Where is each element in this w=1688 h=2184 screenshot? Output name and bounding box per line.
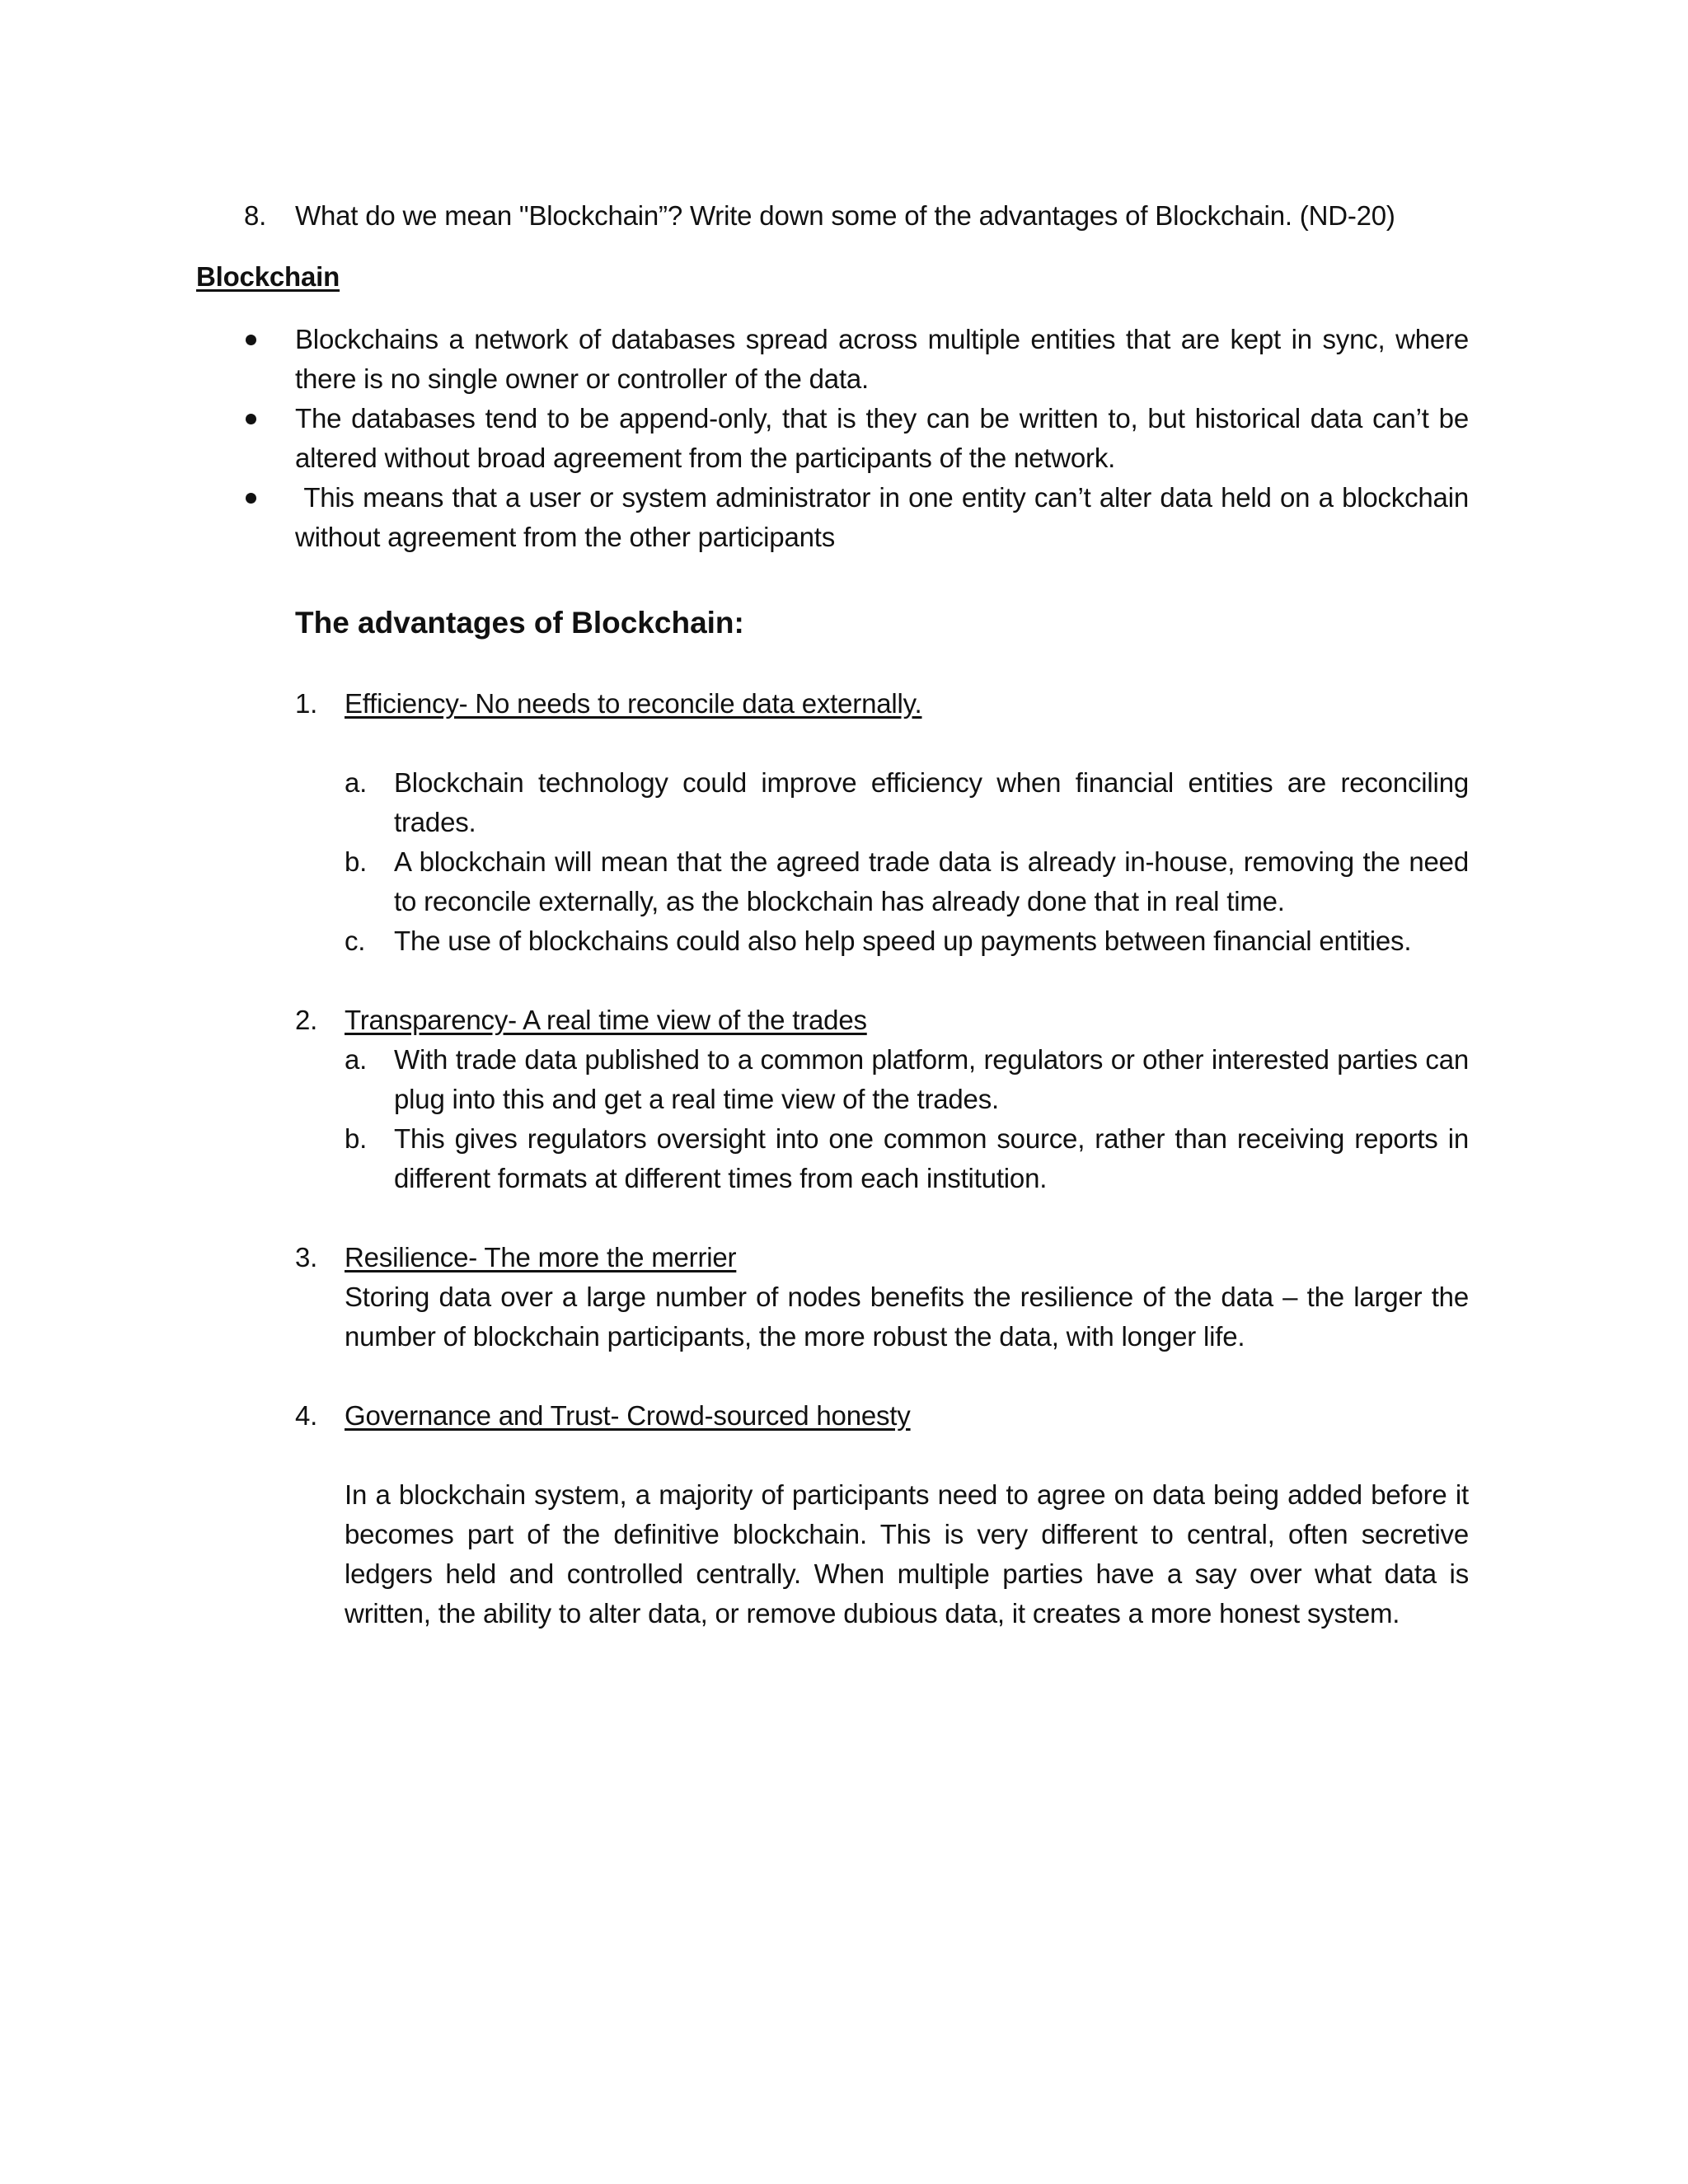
bullet-item [244, 320, 1469, 399]
point-text: This gives regulators oversight into one common source, rather than receiving reports in different formats at different times from each institution. [394, 1123, 1469, 1193]
point-letter: c. [345, 926, 366, 956]
advantage-number: 4. [295, 1400, 318, 1431]
advantage-number: 2. [295, 1005, 318, 1035]
advantage-resilience [295, 1238, 1469, 1357]
point-letter: b. [345, 846, 368, 877]
bullet-text: Blockchains a network of databases spread across multiple entities that are kept in sync, where there is no single owner or controller of the data. [295, 324, 1469, 394]
advantage-points [345, 1040, 1469, 1198]
advantage-points [345, 763, 1469, 961]
advantage-efficiency [295, 684, 1469, 961]
bullet-text: The databases tend to be append-only, that is they can be written to, but historical data can’t be altered without broad agreement from the participants of the network. [295, 403, 1469, 473]
advantage-title: Resilience- The more the merrier [345, 1242, 737, 1272]
bullet-dot-icon [246, 414, 256, 424]
advantage-governance [295, 1396, 1469, 1633]
bullet-item [244, 478, 1476, 557]
bullet-dot-icon [246, 335, 256, 345]
point-text: The use of blockchains could also help speed up payments between financial entities. [394, 926, 1412, 956]
advantage-title: Efficiency- No needs to reconcile data externally. [345, 688, 922, 719]
advantage-point [345, 842, 1469, 921]
advantage-paragraph: Storing data over a large number of nodes benefits the resilience of the data – the larger the number of blockchain participants, the more robust the data, with longer life. [345, 1282, 1469, 1352]
advantage-title: Transparency- A real time view of the trades [345, 1005, 867, 1035]
advantage-number: 3. [295, 1242, 318, 1272]
point-letter: a. [345, 1044, 368, 1075]
bullet-dot-icon [246, 493, 256, 504]
bullet-text: This means that a user or system administrator in one entity can’t alter data held on a blockchain without agreement from the other participants [295, 482, 1476, 552]
advantage-point [345, 921, 1469, 961]
advantage-title: Governance and Trust- Crowd-sourced honesty [345, 1400, 911, 1431]
blockchain-bullet-list [244, 320, 1476, 557]
advantage-point [345, 1119, 1469, 1198]
question-number: 8. [244, 200, 267, 231]
blockchain-heading: Blockchain [196, 261, 340, 292]
point-letter: b. [345, 1123, 368, 1154]
advantage-point [345, 763, 1469, 842]
advantage-number: 1. [295, 688, 318, 719]
advantage-transparency [295, 1001, 1469, 1198]
point-text: With trade data published to a common platform, regulators or other interested parties can plug into this and get a real time view of the trades. [394, 1044, 1469, 1114]
point-text: Blockchain technology could improve efficiency when financial entities are reconciling trades. [394, 767, 1469, 837]
bullet-item [244, 399, 1469, 478]
question-text: What do we mean "Blockchain”? Write down some of the advantages of Blockchain. (ND-20) [295, 200, 1395, 231]
advantage-point [345, 1040, 1469, 1119]
point-text: A blockchain will mean that the agreed trade data is already in-house, removing the need to reconcile externally, as the blockchain has already done that in real time. [394, 846, 1469, 916]
advantages-title: The advantages of Blockchain: [295, 606, 744, 640]
advantage-paragraph: In a blockchain system, a majority of participants need to agree on data being added before it becomes part of the definitive blockchain. This is very different to central, often secretive ledgers held and controlled centrally. When multiple parties have a say over what data is written, the ability to alter data, or remove dubious data, it creates a more honest system. [345, 1479, 1469, 1629]
point-letter: a. [345, 767, 368, 798]
